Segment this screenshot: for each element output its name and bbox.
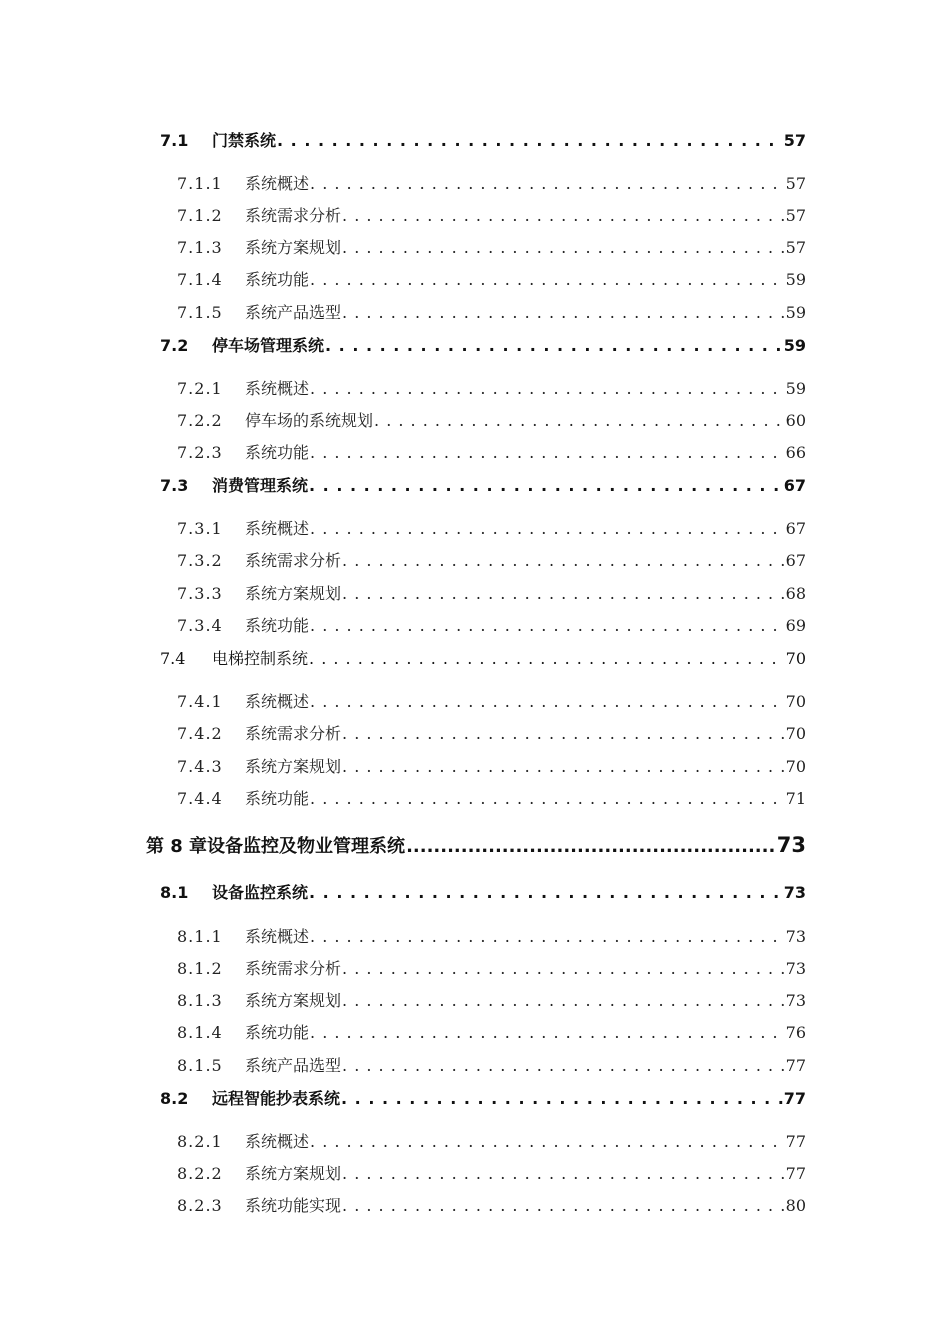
toc-entry-title: 第 8 章设备监控及物业管理系统 xyxy=(146,836,406,857)
toc-entry-title: 系统概述 xyxy=(245,692,310,711)
toc-entry-title: 系统产品选型 xyxy=(245,1056,342,1075)
toc-entry-title: 系统功能 xyxy=(245,1023,310,1042)
toc-entry-number: 7.1.3 xyxy=(177,238,223,257)
toc-entry-number: 7.1.4 xyxy=(177,270,223,289)
toc-dot-leader xyxy=(310,379,785,398)
toc-dot-leader xyxy=(310,519,785,538)
toc-subsection-entry[interactable] xyxy=(177,924,806,947)
toc-entry-page-number: 69 xyxy=(785,616,806,635)
toc-entry-page-number: 73 xyxy=(785,959,806,978)
toc-dot-leader xyxy=(342,757,785,776)
toc-dot-leader xyxy=(342,551,785,570)
toc-subsection-entry[interactable] xyxy=(177,1161,806,1184)
toc-section-entry[interactable] xyxy=(160,473,806,496)
toc-entry-title: 系统功能 xyxy=(245,443,310,462)
toc-subsection-entry[interactable] xyxy=(177,689,806,712)
toc-entry-number: 7.3.1 xyxy=(177,519,223,538)
toc-entry-page-number: 68 xyxy=(785,584,806,603)
toc-subsection-entry[interactable] xyxy=(177,754,806,777)
toc-dot-leader xyxy=(341,1089,783,1108)
toc-entry-title: 系统概述 xyxy=(245,1132,310,1151)
toc-entry-page-number: 57 xyxy=(785,206,806,225)
toc-subsection-entry[interactable] xyxy=(177,956,806,979)
toc-entry-page-number: 67 xyxy=(785,551,806,570)
toc-dot-leader xyxy=(342,1164,785,1183)
toc-entry-page-number: 70 xyxy=(785,692,806,711)
toc-entry-title: 系统需求分析 xyxy=(245,959,342,978)
toc-entry-page-number: 73 xyxy=(785,927,806,946)
toc-entry-page-number: 77 xyxy=(785,1056,806,1075)
toc-entry-page-number: 70 xyxy=(785,757,806,776)
toc-dot-leader xyxy=(310,616,785,635)
toc-subsection-entry[interactable] xyxy=(177,203,806,226)
toc-entry-number: 7.1 xyxy=(160,131,189,150)
toc-dot-leader xyxy=(342,959,785,978)
toc-entry-number: 7.4.4 xyxy=(177,789,223,808)
toc-entry-number: 8.2.3 xyxy=(177,1196,223,1215)
toc-entry-number: 8.1.1 xyxy=(177,927,223,946)
toc-entry-page-number: 73 xyxy=(776,833,806,857)
toc-dot-leader xyxy=(310,443,785,462)
toc-entry-number: 7.3 xyxy=(160,476,189,495)
toc-subsection-entry[interactable] xyxy=(177,376,806,399)
toc-entry-page-number: 60 xyxy=(785,411,806,430)
toc-dot-leader xyxy=(342,724,785,743)
toc-entry-page-number: 77 xyxy=(785,1164,806,1183)
toc-entry-page-number: 70 xyxy=(785,649,806,668)
toc-entry-title: 系统概述 xyxy=(245,379,310,398)
toc-dot-leader xyxy=(310,1132,785,1151)
toc-entry-number: 7.2.2 xyxy=(177,411,223,430)
toc-subsection-entry[interactable] xyxy=(177,786,806,809)
toc-entry-number: 7.3.3 xyxy=(177,584,223,603)
toc-entry-title: 系统方案规划 xyxy=(245,238,342,257)
toc-entry-title: 系统需求分析 xyxy=(245,551,342,570)
toc-entry-title: 电梯控制系统 xyxy=(212,649,309,668)
toc-dot-leader xyxy=(310,692,785,711)
toc-entry-number: 8.2.1 xyxy=(177,1132,223,1151)
toc-entry-page-number: 59 xyxy=(785,379,806,398)
toc-entry-title: 门禁系统 xyxy=(212,131,277,150)
toc-entry-page-number: 59 xyxy=(785,270,806,289)
toc-entry-title: 系统概述 xyxy=(245,174,310,193)
toc-entry-title: 停车场的系统规划 xyxy=(245,411,374,430)
toc-section-entry[interactable] xyxy=(160,333,806,356)
toc-dot-leader xyxy=(310,270,785,289)
toc-entry-number: 7.4.1 xyxy=(177,692,223,711)
toc-entry-title: 系统方案规划 xyxy=(245,1164,342,1183)
toc-entry-number: 7.4.2 xyxy=(177,724,223,743)
toc-entry-page-number: 80 xyxy=(785,1196,806,1215)
toc-subsection-entry[interactable] xyxy=(177,440,806,463)
toc-entry-number: 8.1.4 xyxy=(177,1023,223,1042)
toc-dot-leader xyxy=(342,1196,785,1215)
toc-subsection-entry[interactable] xyxy=(177,1193,806,1216)
toc-subsection-entry[interactable] xyxy=(177,171,806,194)
toc-entry-number: 7.1.5 xyxy=(177,303,223,322)
toc-subsection-entry[interactable] xyxy=(177,581,806,604)
toc-entry-number: 8.1.2 xyxy=(177,959,223,978)
toc-subsection-entry[interactable] xyxy=(177,516,806,539)
toc-subsection-entry[interactable] xyxy=(177,988,806,1011)
toc-entry-title: 系统功能 xyxy=(245,616,310,635)
toc-entry-number: 8.1 xyxy=(160,883,189,902)
toc-section-entry[interactable] xyxy=(160,128,806,151)
toc-dot-leader xyxy=(342,206,785,225)
toc-entry-title: 系统方案规划 xyxy=(245,991,342,1010)
toc-entry-number: 8.2 xyxy=(160,1089,189,1108)
toc-dot-leader xyxy=(310,927,785,946)
toc-entry-title: 系统方案规划 xyxy=(245,757,342,776)
toc-subsection-entry[interactable] xyxy=(177,613,806,636)
toc-dot-leader xyxy=(342,238,785,257)
toc-entry-title: 系统需求分析 xyxy=(245,724,342,743)
toc-subsection-entry[interactable] xyxy=(177,1020,806,1043)
toc-entry-page-number: 57 xyxy=(783,131,806,150)
toc-entry-page-number: 67 xyxy=(785,519,806,538)
toc-chapter-entry[interactable] xyxy=(146,832,806,858)
toc-section-entry[interactable] xyxy=(160,1086,806,1109)
toc-entry-page-number: 57 xyxy=(785,238,806,257)
toc-dot-leader xyxy=(342,584,785,603)
toc-entry-number: 7.3.4 xyxy=(177,616,223,635)
toc-dot-leader xyxy=(310,174,785,193)
toc-entry-title: 系统功能 xyxy=(245,270,310,289)
toc-section-entry[interactable] xyxy=(160,646,806,669)
toc-entry-title: 消费管理系统 xyxy=(212,476,309,495)
toc-subsection-entry[interactable] xyxy=(177,548,806,571)
toc-dot-leader xyxy=(406,836,776,857)
toc-entry-number: 7.1.1 xyxy=(177,174,223,193)
toc-entry-title: 系统方案规划 xyxy=(245,584,342,603)
toc-subsection-entry[interactable] xyxy=(177,235,806,258)
toc-section-entry[interactable] xyxy=(160,880,806,903)
toc-entry-page-number: 73 xyxy=(785,991,806,1010)
toc-dot-leader xyxy=(325,336,783,355)
toc-entry-page-number: 67 xyxy=(783,476,806,495)
toc-subsection-entry[interactable] xyxy=(177,1053,806,1076)
toc-dot-leader xyxy=(310,789,785,808)
toc-entry-title: 系统概述 xyxy=(245,519,310,538)
toc-entry-number: 7.4.3 xyxy=(177,757,223,776)
toc-subsection-entry[interactable] xyxy=(177,721,806,744)
toc-dot-leader xyxy=(309,883,783,902)
toc-entry-title: 系统需求分析 xyxy=(245,206,342,225)
toc-entry-number: 8.1.3 xyxy=(177,991,223,1010)
toc-entry-page-number: 77 xyxy=(783,1089,806,1108)
toc-entry-title: 系统功能实现 xyxy=(245,1196,342,1215)
toc-entry-page-number: 71 xyxy=(785,789,806,808)
toc-entry-number: 7.2 xyxy=(160,336,189,355)
toc-entry-page-number: 70 xyxy=(785,724,806,743)
toc-entry-title: 系统产品选型 xyxy=(245,303,342,322)
toc-entry-title: 设备监控系统 xyxy=(212,883,309,902)
toc-dot-leader xyxy=(277,131,783,150)
toc-dot-leader xyxy=(342,1056,785,1075)
toc-dot-leader xyxy=(342,303,785,322)
toc-subsection-entry[interactable] xyxy=(177,1129,806,1152)
toc-dot-leader xyxy=(374,411,785,430)
toc-entry-number: 7.1.2 xyxy=(177,206,223,225)
toc-dot-leader xyxy=(342,991,785,1010)
toc-entry-page-number: 76 xyxy=(785,1023,806,1042)
toc-dot-leader xyxy=(309,649,785,668)
toc-entry-title: 系统概述 xyxy=(245,927,310,946)
toc-subsection-entry[interactable] xyxy=(177,267,806,290)
toc-entry-title: 远程智能抄表系统 xyxy=(212,1089,341,1108)
toc-dot-leader xyxy=(310,1023,785,1042)
toc-entry-page-number: 77 xyxy=(785,1132,806,1151)
toc-entry-number: 7.3.2 xyxy=(177,551,223,570)
toc-entry-page-number: 66 xyxy=(785,443,806,462)
toc-entry-number: 7.4 xyxy=(160,649,186,668)
toc-entry-number: 7.2.1 xyxy=(177,379,223,398)
toc-entry-title: 停车场管理系统 xyxy=(212,336,325,355)
toc-subsection-entry[interactable] xyxy=(177,408,806,431)
toc-entry-page-number: 73 xyxy=(783,883,806,902)
toc-entry-page-number: 57 xyxy=(785,174,806,193)
toc-dot-leader xyxy=(309,476,783,495)
toc-entry-title: 系统功能 xyxy=(245,789,310,808)
toc-entry-page-number: 59 xyxy=(785,303,806,322)
toc-entry-number: 8.1.5 xyxy=(177,1056,223,1075)
toc-entry-number: 7.2.3 xyxy=(177,443,223,462)
toc-entry-page-number: 59 xyxy=(783,336,806,355)
toc-subsection-entry[interactable] xyxy=(177,300,806,323)
toc-entry-number: 8.2.2 xyxy=(177,1164,223,1183)
